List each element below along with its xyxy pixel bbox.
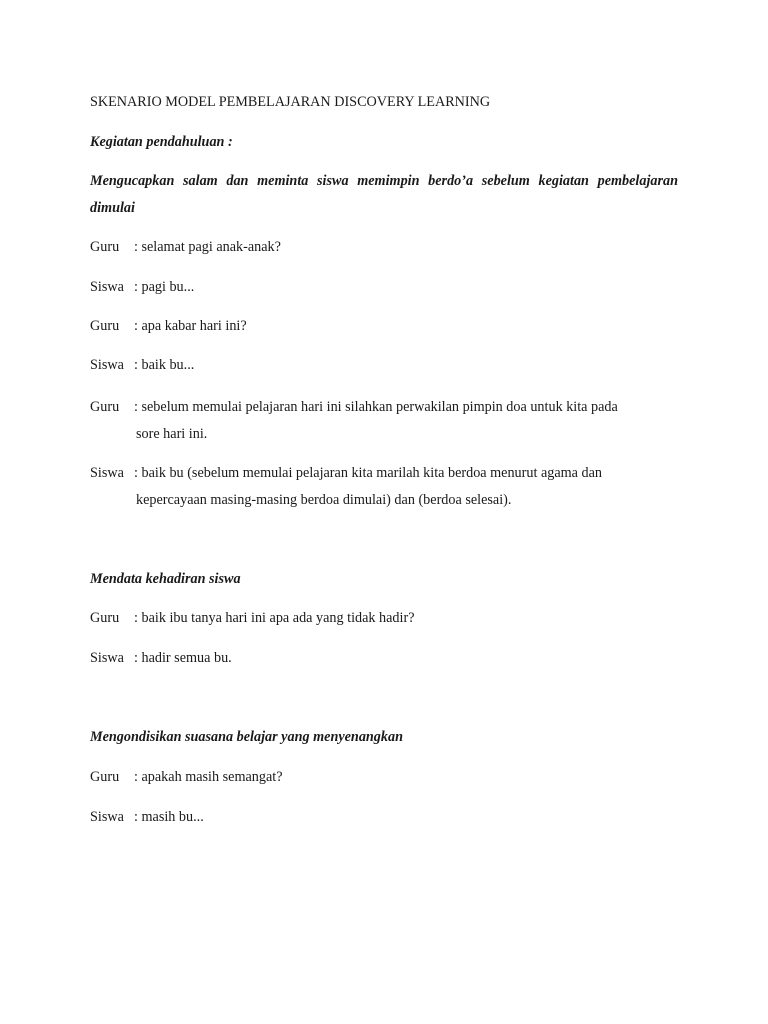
document-title: SKENARIO MODEL PEMBELAJARAN DISCOVERY LEARNING xyxy=(90,94,491,110)
dialog-line xyxy=(90,234,678,261)
speech-text: : masih bu... xyxy=(134,809,204,825)
speech-continuation: kepercayaan masing-masing berdoa dimulai) dan (berdoa selesai). xyxy=(136,492,512,508)
dialog-line xyxy=(90,804,678,831)
instruction-greeting: Mengucapkan salam dan meminta siswa memimpin berdo’a sebelum kegiatan pembelajaran dimulai xyxy=(90,173,678,216)
speech-text: : pagi bu... xyxy=(134,279,195,295)
speech-text: : hadir semua bu. xyxy=(134,650,232,666)
dialog-line xyxy=(90,313,678,340)
speech-text: : baik ibu tanya hari ini apa ada yang tidak hadir? xyxy=(134,610,415,626)
section-heading-attendance: Mendata kehadiran siswa xyxy=(90,571,241,587)
speech-text: : apa kabar hari ini? xyxy=(134,318,247,334)
dialog-line xyxy=(90,274,678,301)
dialog-line xyxy=(90,605,678,632)
dialog-line xyxy=(90,394,678,421)
dialog-line xyxy=(90,645,678,672)
speech-text: : baik bu... xyxy=(134,357,195,373)
speech-text: : baik bu (sebelum memulai pelajaran kita marilah kita berdoa menurut agama dan xyxy=(134,465,603,481)
dialog-line xyxy=(90,352,678,379)
speaker-label: Guru xyxy=(90,769,120,785)
speaker-label: Siswa xyxy=(90,650,124,666)
speaker-label: Siswa xyxy=(90,279,124,295)
speaker-label: Guru xyxy=(90,239,120,255)
speaker-label: Siswa xyxy=(90,809,124,825)
section-heading-atmosphere: Mengondisikan suasana belajar yang menyenangkan xyxy=(90,729,403,745)
speaker-label: Siswa xyxy=(90,357,124,373)
speech-text: : selamat pagi anak-anak? xyxy=(134,239,281,255)
section-heading-intro: Kegiatan pendahuluan : xyxy=(90,134,233,150)
speech-continuation: sore hari ini. xyxy=(136,426,208,442)
speech-text: : sebelum memulai pelajaran hari ini silahkan perwakilan pimpin doa untuk kita pada xyxy=(134,399,618,415)
speaker-label: Guru xyxy=(90,318,120,334)
speaker-label: Guru xyxy=(90,610,120,626)
dialog-line xyxy=(90,764,678,791)
speech-text: : apakah masih semangat? xyxy=(134,769,283,785)
speaker-label: Guru xyxy=(90,399,120,415)
speaker-label: Siswa xyxy=(90,465,124,481)
dialog-line xyxy=(90,460,678,487)
